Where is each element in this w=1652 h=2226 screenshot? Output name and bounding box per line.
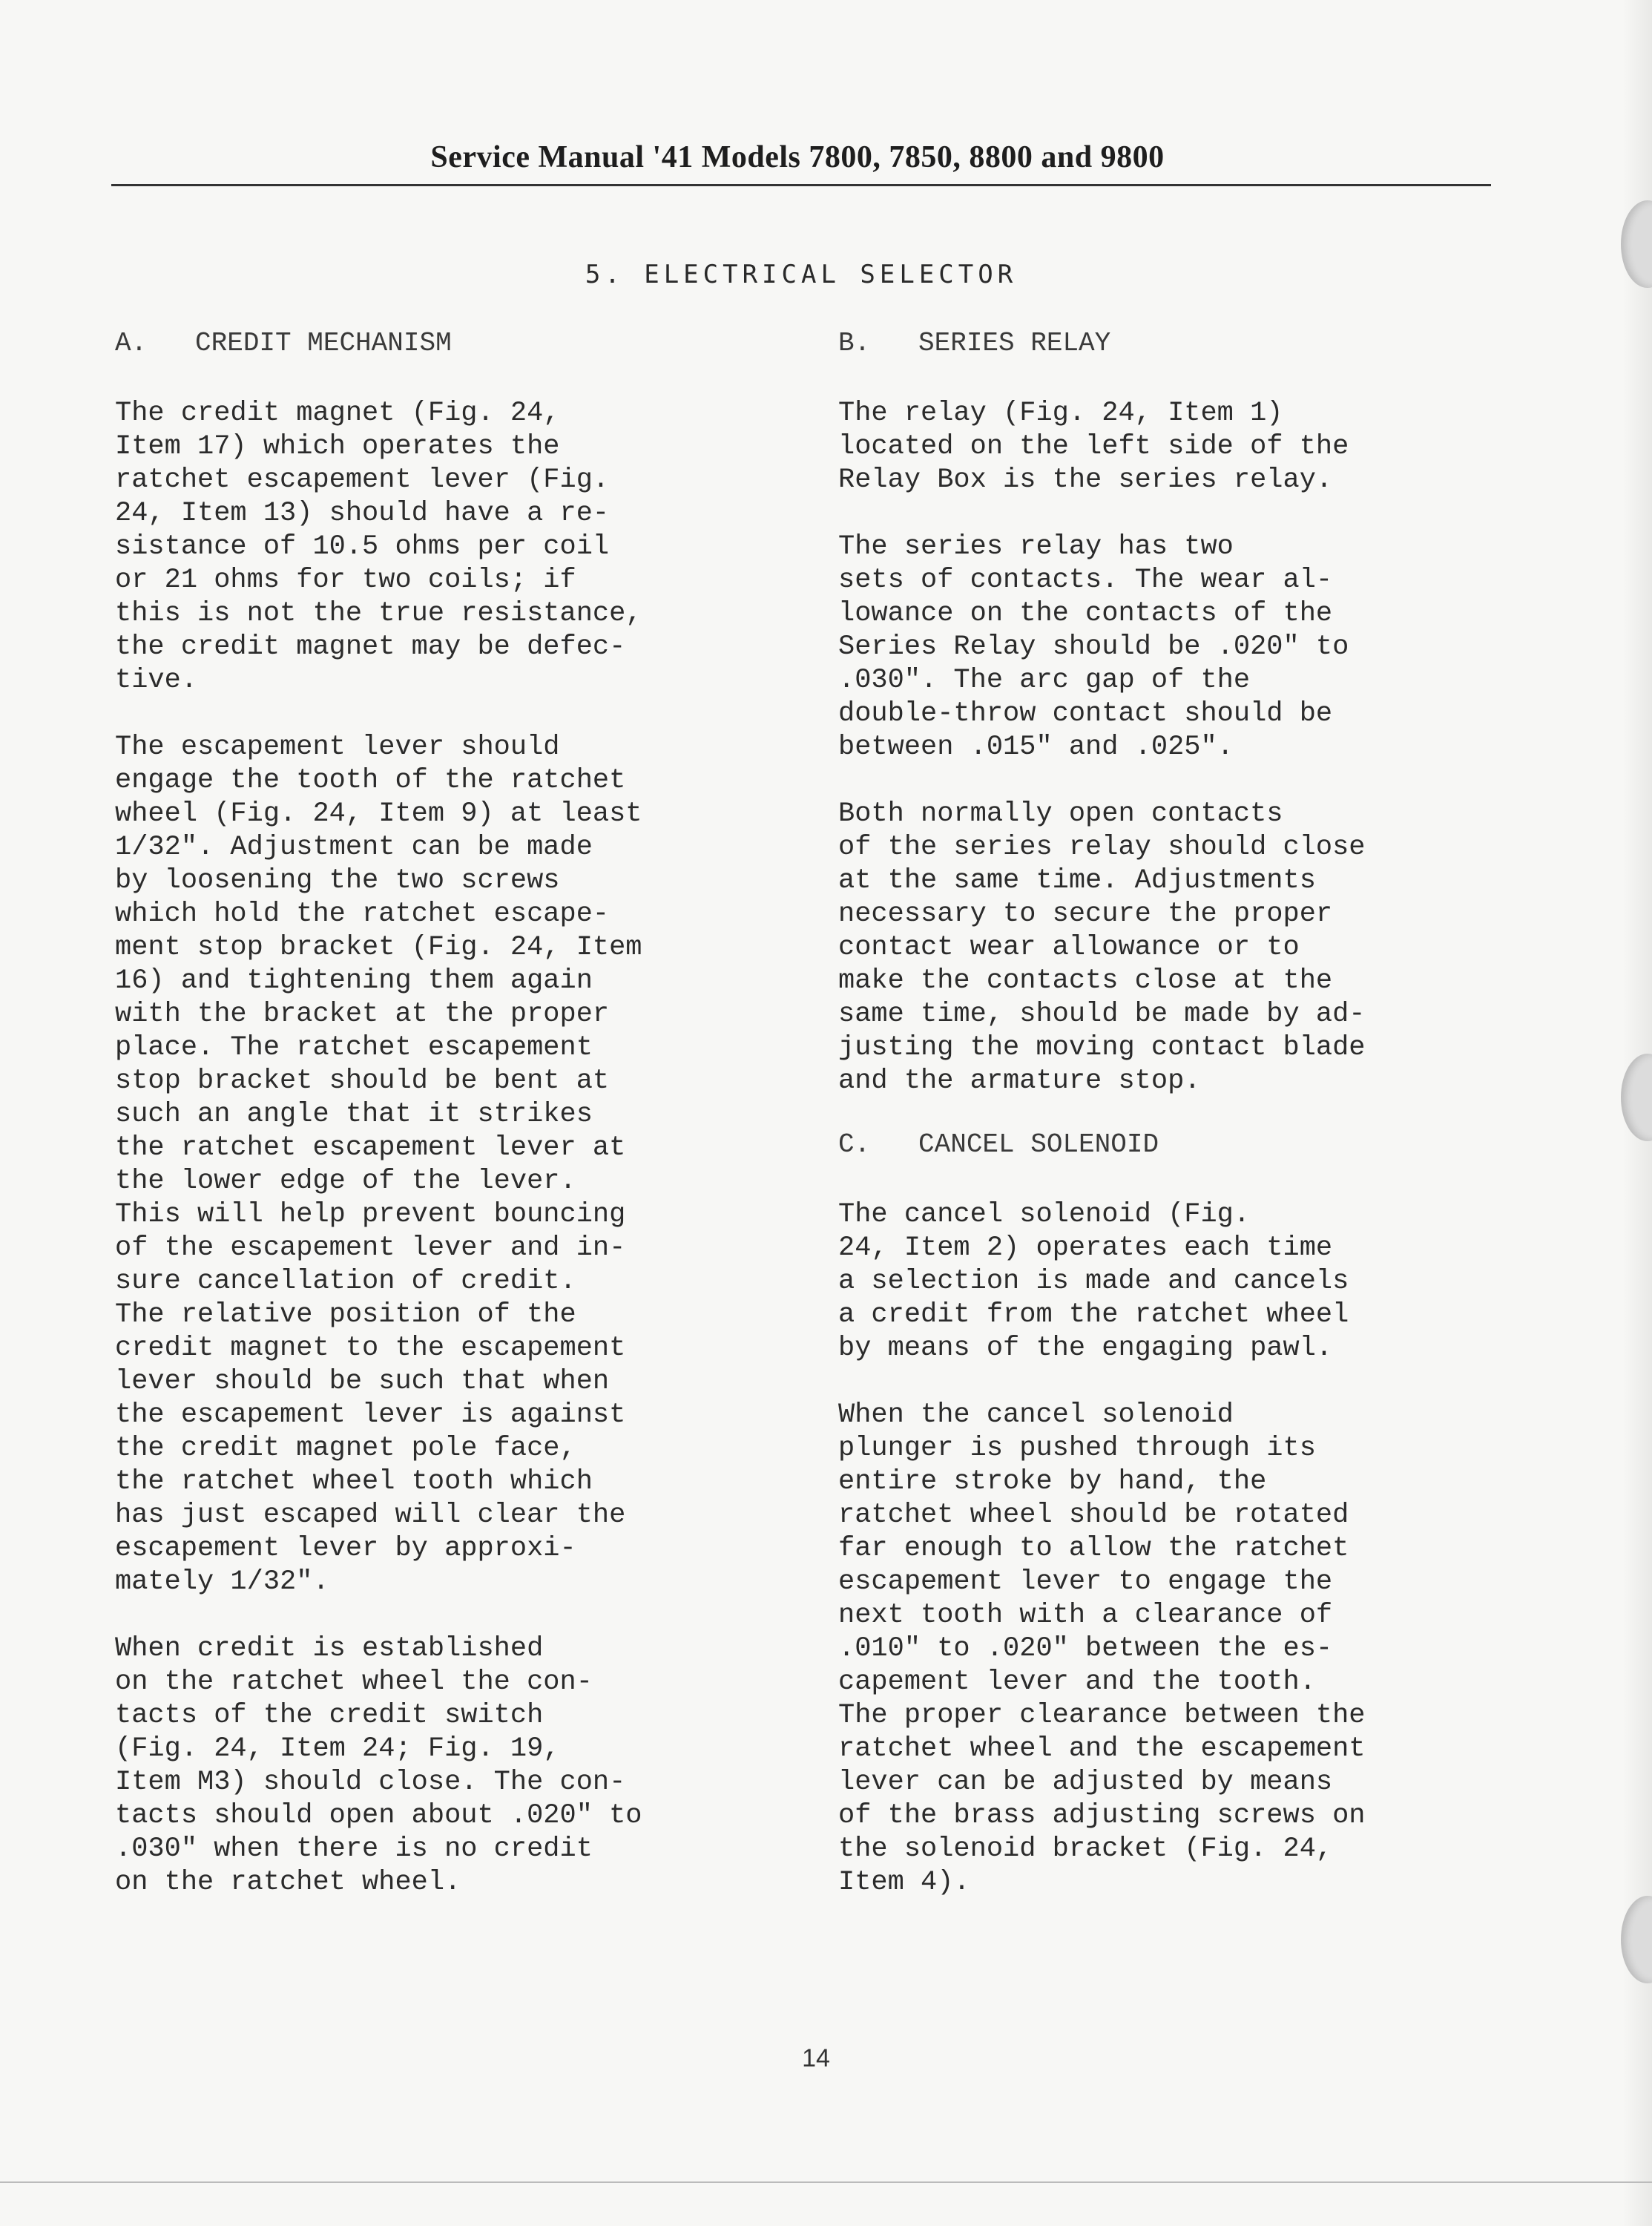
left-column	[115, 326, 783, 1933]
header-rule	[111, 184, 1491, 186]
heading-credit-mechanism: A. CREDIT MECHANISM	[115, 328, 452, 358]
paragraph-relay-location: The relay (Fig. 24, Item 1) located on the left side of the Relay Box is the series relay.	[838, 398, 1349, 496]
paragraph-credit-magnet: The credit magnet (Fig. 24, Item 17) which operates the ratchet escapement lever (Fig. 24, Item 13) should have a re- sistance of 10.5 ohms per coil or 21 ohms for two coils; if this is not the true resistance, the credit magnet may be defec- tive.	[115, 398, 642, 696]
heading-cancel-solenoid: C. CANCEL SOLENOID	[838, 1129, 1159, 1160]
paragraph-relay-adjustments: Both normally open contacts of the series relay should close at the same time. Adjustments necessary to secure the proper contact wear allowance or to make the contacts close at the same time, should be made by ad- justing the moving contact blade and the armature stop.	[838, 798, 1366, 1097]
heading-series-relay: B. SERIES RELAY	[838, 328, 1111, 358]
section-title: 5. ELECTRICAL SELECTOR	[585, 260, 1018, 289]
paragraph-solenoid-plunger: When the cancel solenoid plunger is pushed through its entire stroke by hand, the ratchet wheel should be rotated far enough to allow the ratchet escapement lever to engage the next tooth with a clearance of .010" to .020" between the es- capement lever and the tooth. The proper clearance between the ratchet wheel and the escapement lever can be adjusted by means of the brass adjusting screws on the solenoid bracket (Fig. 24, Item 4).	[838, 1399, 1366, 1898]
scan-bottom-edge	[0, 2181, 1652, 2183]
running-header: Service Manual '41 Models 7800, 7850, 8800 and 9800	[430, 140, 1165, 174]
paragraph-credit-switch: When credit is established on the ratchet wheel the con- tacts of the credit switch (Fig. 24, Item 24; Fig. 19, Item M3) should close. The con- tacts should open about .020" to .030" when there is no credit on the ratchet wheel.	[115, 1633, 642, 1898]
paragraph-relay-contacts: The series relay has two sets of contacts. The wear al- lowance on the contacts of the Series Relay should be .020" to .030". The arc gap of the double-throw contact should be between .015" and .025".	[838, 531, 1349, 763]
page-number: 14	[802, 2044, 830, 2072]
right-column	[838, 326, 1506, 1933]
paragraph-escapement-lever: The escapement lever should engage the tooth of the ratchet wheel (Fig. 24, Item 9) at least 1/32". Adjustment can be made by loosening the two screws which hold the ratchet escape- ment stop bracket (Fig. 24, Item 16) and tightening them again with the bracket at the proper place. The ratchet escapement stop bracket should be bent at such an angle that it strikes the ratchet escapement lever at the lower edge of the lever. This will help prevent bouncing of the escapement lever and in- sure cancellation of credit. The relative position of the credit magnet to the escapement lever should be such that when the escapement lever is against the credit magnet pole face, the ratchet wheel tooth which has just escaped will clear the escapement lever by approxi- mately 1/32".	[115, 732, 642, 1598]
paragraph-cancel-solenoid: The cancel solenoid (Fig. 24, Item 2) operates each time a selection is made and cancels a credit from the ratchet wheel by means of the engaging pawl.	[838, 1199, 1349, 1364]
